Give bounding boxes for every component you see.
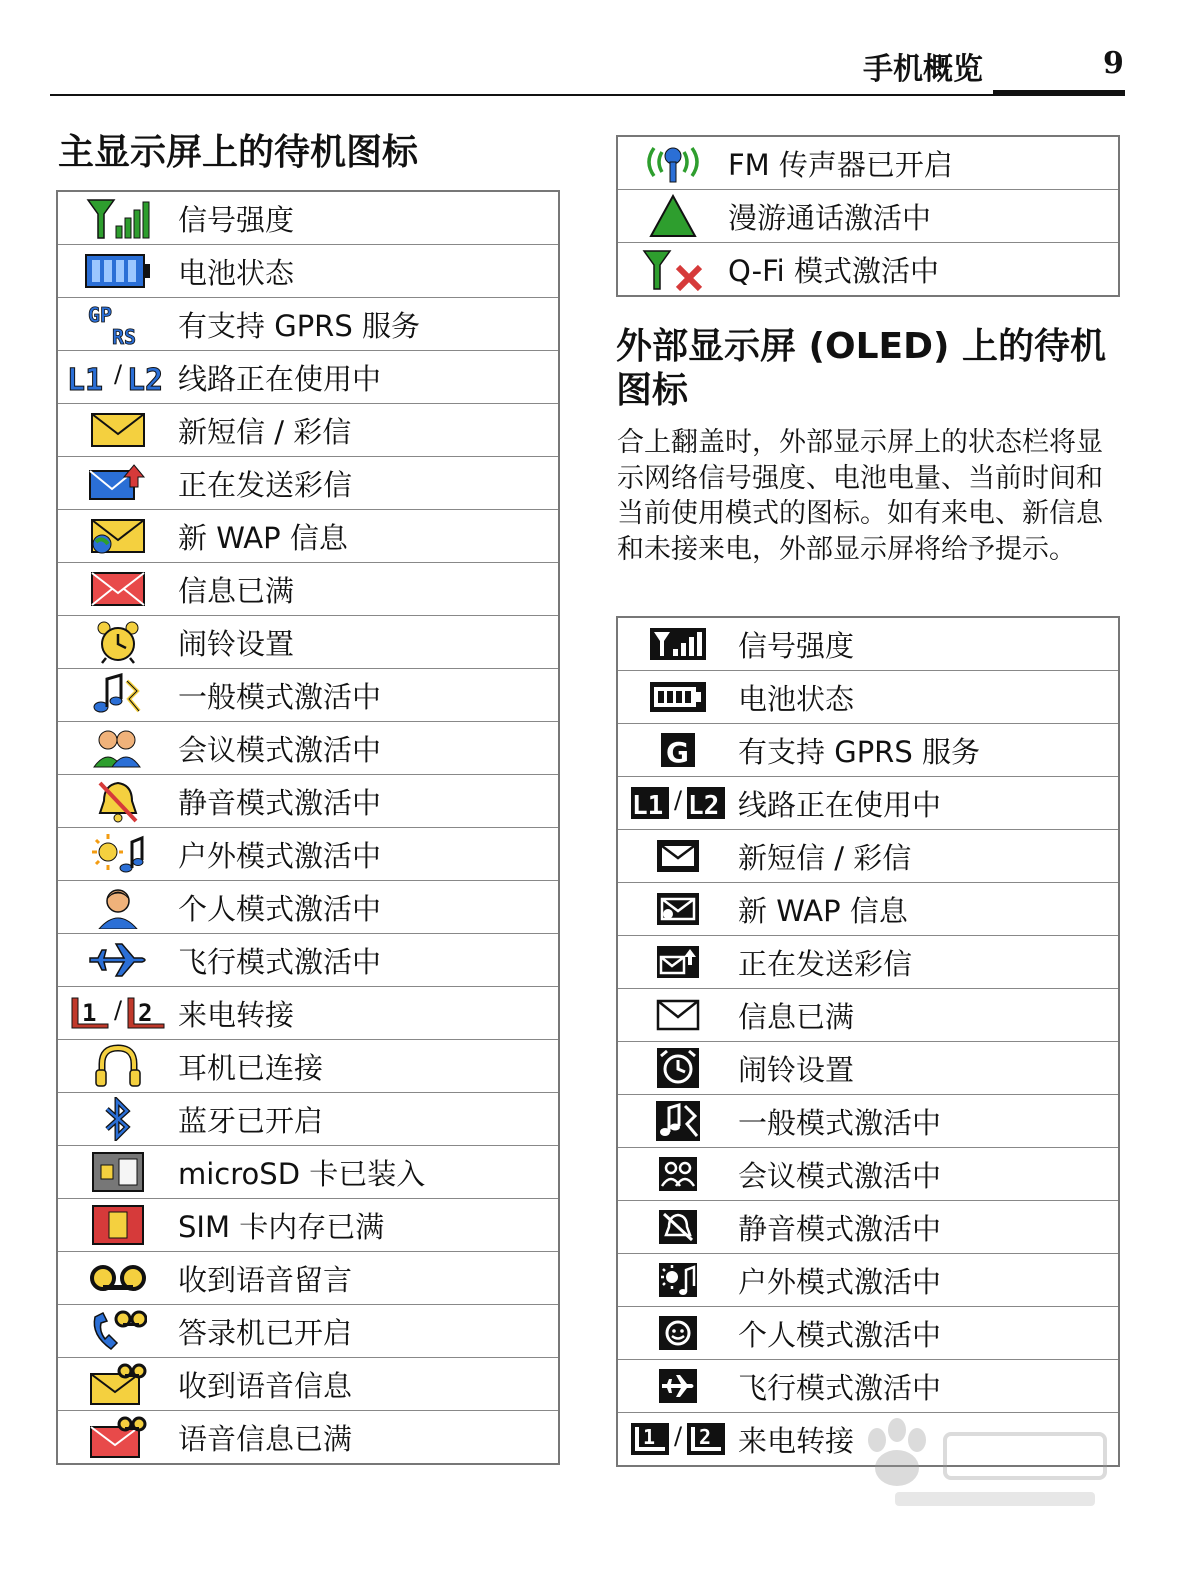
- main-display-icon-table: [56, 190, 560, 1465]
- silent-mode-icon: [94, 779, 142, 823]
- divert-2-text: 2: [138, 999, 153, 1028]
- qfi-mode-icon: [640, 247, 706, 291]
- table-row: [57, 1358, 559, 1411]
- watermark-logo: [855, 1412, 1115, 1522]
- table-row: [617, 724, 1119, 777]
- gprs-bottom-text: RS: [112, 325, 137, 346]
- oled-airplane-mode-icon: [658, 1368, 698, 1404]
- sending-mms-icon: [88, 463, 148, 503]
- external-display-description: 合上翻盖时，外部显示屏上的状态栏将显示网络信号强度、电池电量、当前时间和当前使用模式的图标。如有来电、新信息和未接来电，外部显示屏将给予提示。: [617, 427, 1103, 565]
- slash-separator: /: [673, 785, 683, 814]
- fm-transmitter-icon: [640, 142, 706, 184]
- divert-1-text: 1: [81, 999, 97, 1028]
- gprs-top-text: GP: [88, 303, 113, 327]
- message-full-icon: [90, 569, 146, 609]
- table-row: [57, 881, 559, 934]
- table-row: [57, 934, 559, 987]
- row-label: 来电转接: [738, 1413, 1119, 1467]
- line-2-text: L2: [127, 363, 164, 395]
- voicemail-icon: [89, 1261, 147, 1295]
- envelope-icon: [90, 410, 146, 450]
- table-row: [617, 190, 1119, 243]
- table-row: [57, 616, 559, 669]
- line-2-icon: [126, 359, 170, 395]
- bluetooth-icon: [101, 1097, 135, 1141]
- row-label: 闹铃设置: [178, 616, 559, 669]
- oled-sending-icon: [656, 945, 700, 979]
- oled-line-1-text: L1: [631, 791, 664, 821]
- table-row: [57, 722, 559, 775]
- table-row: [617, 989, 1119, 1042]
- row-label: 收到语音信息: [178, 1358, 559, 1411]
- row-label: 信息已满: [738, 989, 1119, 1042]
- voice-message-full-icon: [89, 1415, 147, 1459]
- table-row: [57, 669, 559, 722]
- header-rule-accent: [993, 90, 1125, 96]
- table-row: [57, 1146, 559, 1199]
- oled-divert-2-text: 2: [699, 1425, 712, 1450]
- table-row: [617, 1307, 1119, 1360]
- call-divert-1-icon: [70, 996, 110, 1030]
- table-row: [57, 191, 559, 245]
- oled-line-2-text: L2: [688, 791, 720, 821]
- table-row: [57, 245, 559, 298]
- gprs-icon: [86, 302, 150, 346]
- oled-line-2-icon: [686, 786, 726, 820]
- answering-machine-icon: [89, 1309, 147, 1353]
- row-label: 电池状态: [178, 245, 559, 298]
- table-row: [617, 883, 1119, 936]
- oled-gprs-text: G: [666, 736, 689, 768]
- table-row: [617, 1254, 1119, 1307]
- table-row: [57, 1040, 559, 1093]
- row-label: 个人模式激活中: [178, 881, 559, 934]
- row-label: 飞行模式激活中: [178, 934, 559, 987]
- table-row: [617, 1148, 1119, 1201]
- page-number: 9: [1103, 46, 1124, 81]
- row-label: microSD 卡已装入: [178, 1146, 559, 1199]
- table-row: [57, 351, 559, 404]
- table-row: [617, 617, 1119, 671]
- table-row: [57, 1411, 559, 1465]
- row-label: 正在发送彩信: [178, 457, 559, 510]
- oled-envelope-icon: [656, 839, 700, 873]
- main-display-heading: 主显示屏上的待机图标: [58, 132, 419, 173]
- table-row: [617, 936, 1119, 989]
- row-label: 线路正在使用中: [738, 777, 1119, 830]
- table-row: [57, 1093, 559, 1146]
- roaming-icon: [649, 194, 697, 238]
- meeting-mode-icon: [92, 727, 144, 769]
- row-label: 静音模式激活中: [178, 775, 559, 828]
- headset-icon: [94, 1044, 142, 1088]
- table-row: [57, 1305, 559, 1358]
- row-label: 蓝牙已开启: [178, 1093, 559, 1146]
- row-label: 语音信息已满: [178, 1411, 559, 1465]
- oled-alarm-icon: [656, 1047, 700, 1089]
- row-label: 信息已满: [178, 563, 559, 616]
- row-label: 耳机已连接: [178, 1040, 559, 1093]
- oled-personal-mode-icon: [658, 1315, 698, 1351]
- general-mode-icon: [91, 673, 145, 717]
- slash-separator: /: [113, 995, 123, 1024]
- table-row: [617, 830, 1119, 883]
- slash-separator: /: [673, 1421, 683, 1450]
- oled-meeting-mode-icon: [658, 1156, 698, 1192]
- row-label: 正在发送彩信: [738, 936, 1119, 989]
- line-1-text: L1: [66, 363, 104, 395]
- row-label: 来电转接: [178, 987, 559, 1040]
- row-label: 新短信 / 彩信: [178, 404, 559, 457]
- row-label: 信号强度: [738, 628, 855, 663]
- row-label: 静音模式激活中: [738, 1201, 1119, 1254]
- table-row: [57, 1252, 559, 1305]
- airplane-mode-icon: [88, 940, 148, 980]
- oled-line-1-icon: [630, 786, 670, 820]
- row-label: 信号强度: [178, 202, 295, 237]
- call-divert-2-icon: [126, 996, 166, 1030]
- alarm-clock-icon: [94, 620, 142, 664]
- table-row: [57, 1199, 559, 1252]
- row-label: 新 WAP 信息: [178, 510, 559, 563]
- row-label: 电池状态: [738, 671, 1119, 724]
- row-label: SIM 卡内存已满: [178, 1199, 559, 1252]
- oled-outdoor-mode-icon: [658, 1262, 698, 1298]
- oled-silent-mode-icon: [658, 1209, 698, 1245]
- oled-message-full-icon: [656, 998, 700, 1032]
- wap-message-icon: [90, 516, 146, 556]
- oled-divert-1-text: 1: [642, 1425, 655, 1450]
- battery-icon: [84, 251, 152, 291]
- table-row: [617, 777, 1119, 830]
- extra-icon-table: [616, 135, 1120, 297]
- table-row: [57, 510, 559, 563]
- table-row: [617, 136, 1119, 190]
- personal-mode-icon: [95, 885, 141, 929]
- table-row: [57, 457, 559, 510]
- row-label: 一般模式激活中: [178, 669, 559, 722]
- table-row: [57, 775, 559, 828]
- table-row: [57, 828, 559, 881]
- row-label: 新短信 / 彩信: [738, 830, 1119, 883]
- row-label: 新 WAP 信息: [738, 883, 1119, 936]
- row-label: 户外模式激活中: [738, 1254, 1119, 1307]
- table-row: [57, 563, 559, 616]
- row-label: 收到语音留言: [178, 1252, 559, 1305]
- oled-gprs-icon: [660, 732, 696, 768]
- oled-call-divert-1-icon: [630, 1422, 670, 1456]
- table-row: [57, 298, 559, 351]
- table-row: [57, 404, 559, 457]
- row-label: 个人模式激活中: [738, 1307, 1119, 1360]
- row-label: 会议模式激活中: [178, 722, 559, 775]
- signal-strength-icon: [84, 196, 152, 240]
- row-label: 闹铃设置: [738, 1042, 1119, 1095]
- oled-call-divert-2-icon: [686, 1422, 726, 1456]
- row-label: 漫游通话激活中: [728, 190, 1119, 243]
- row-label: 有支持 GPRS 服务: [178, 298, 559, 351]
- microsd-icon: [91, 1151, 145, 1193]
- outdoor-mode-icon: [90, 832, 146, 876]
- oled-general-mode-icon: [655, 1100, 701, 1142]
- table-row: [617, 1095, 1119, 1148]
- row-label: 答录机已开启: [178, 1305, 559, 1358]
- oled-wap-icon: [656, 892, 700, 926]
- row-label: Q-Fi 模式激活中: [728, 243, 1119, 297]
- slash-separator: /: [113, 359, 123, 388]
- row-label: 会议模式激活中: [738, 1148, 1119, 1201]
- table-row: [617, 1042, 1119, 1095]
- voice-message-icon: [89, 1362, 147, 1406]
- row-label: 一般模式激活中: [738, 1095, 1119, 1148]
- table-row: [617, 1201, 1119, 1254]
- row-label: 有支持 GPRS 服务: [738, 724, 1119, 777]
- external-display-icon-table: [616, 616, 1120, 1467]
- table-row: [617, 1360, 1119, 1413]
- external-display-heading-line-1: 外部显示屏 (OLED) 上的待机: [616, 326, 1106, 367]
- table-row: [617, 671, 1119, 724]
- external-display-heading-line-2: 图标: [616, 370, 689, 411]
- line-1-icon: [66, 359, 110, 395]
- table-row: [57, 987, 559, 1040]
- page-header-title: 手机概览: [863, 52, 983, 87]
- row-label: 线路正在使用中: [178, 351, 559, 404]
- oled-signal-icon: [649, 627, 707, 661]
- header-rule: [50, 94, 1125, 96]
- oled-battery-icon: [649, 681, 707, 713]
- row-label: 户外模式激活中: [178, 828, 559, 881]
- table-row: [617, 243, 1119, 297]
- row-label: FM 传声器已开启: [728, 147, 953, 182]
- sim-full-icon: [91, 1204, 145, 1246]
- row-label: 飞行模式激活中: [738, 1360, 1119, 1413]
